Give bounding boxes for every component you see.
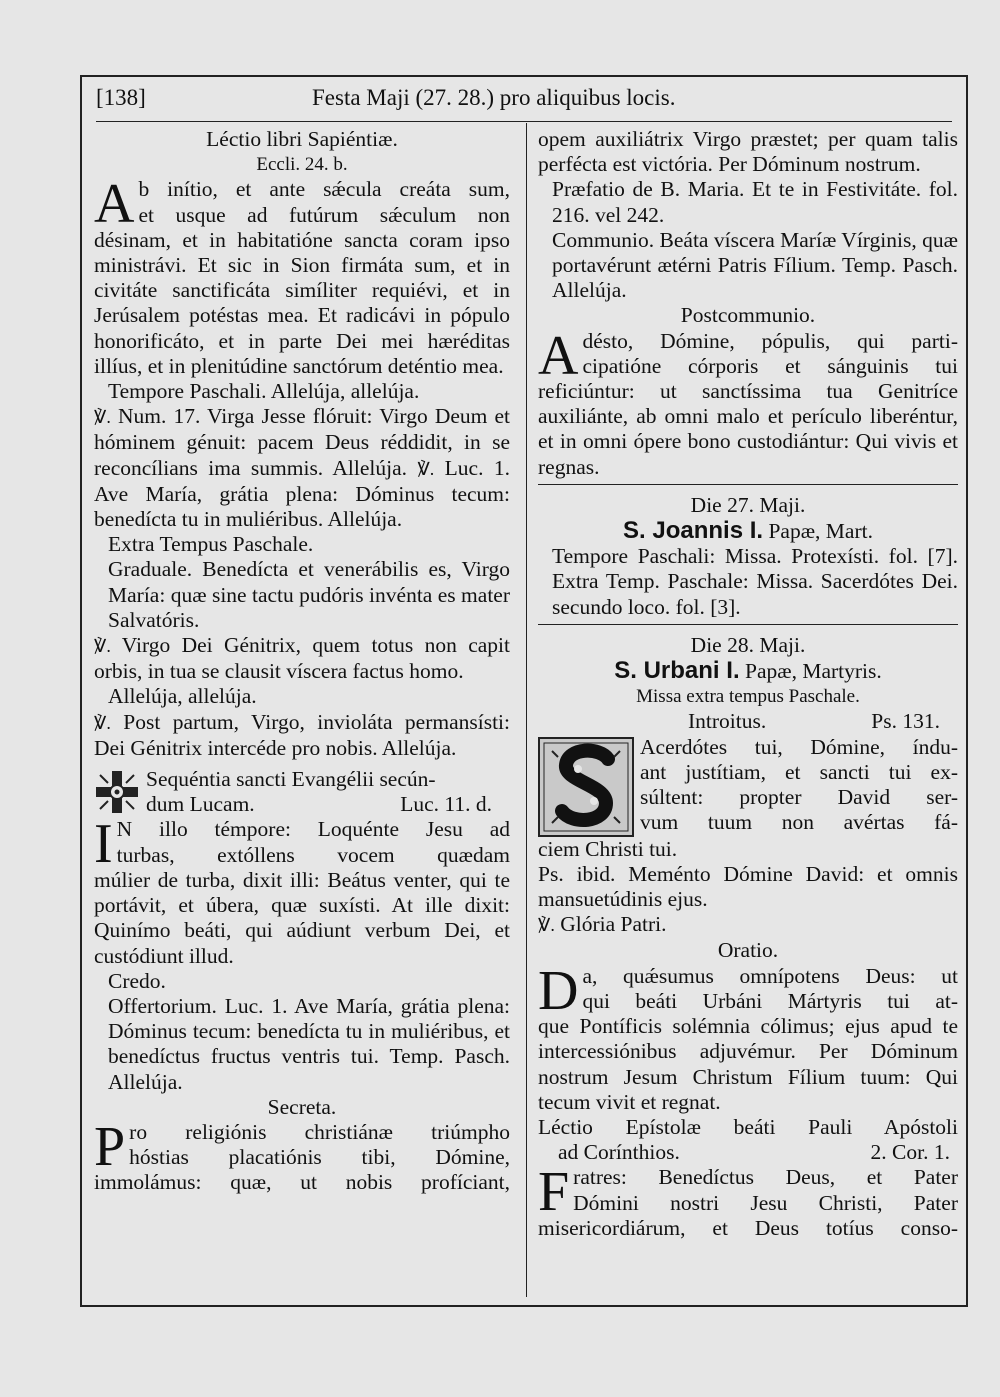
alleluia-2: Allelúja, allelúja. [108, 684, 257, 709]
praefatio: Præfatio de B. Maria. Et te in Festivitáte. fol. 216. vel 242. [552, 177, 958, 227]
gospel-body [94, 813, 510, 968]
gospel-book: dum Lucam. [146, 792, 255, 817]
lectio-body [94, 173, 510, 379]
versicle-symbol: ℣. [94, 407, 111, 428]
running-title: Festa Maji (27. 28.) pro aliquibus locis. [312, 85, 676, 110]
alleluia-verse-1-text: Num. 17. Virga Jesse flóruit: Virgo Deum et hóminem génuit: pacem Deus réddidit, in se reconcílians ima summis. Allelúja. [94, 404, 510, 480]
drop-cap-p: P [94, 1115, 126, 1178]
saint-joannis-title: Papæ, Mart. [768, 519, 873, 544]
lectio-line-1: b inítio, et ante sǽcula creáta sum, [138, 177, 510, 202]
epistle-text: misericordiárum, et Deus totíus conso- [538, 1215, 958, 1240]
secreta-body [94, 1115, 510, 1196]
tempore-paschali: Tempore Paschali. Allelúja, allelúja. [108, 379, 420, 404]
gospel-line-1: N illo témpore: Loquénte Jesu ad [116, 817, 510, 842]
gospel-heading [94, 767, 510, 817]
lectio-line-2: et usque ad futúrum sǽculum non [138, 202, 510, 227]
gospel-heading-line-2 [146, 792, 510, 817]
communio: Communio. Beáta víscera Maríæ Vírginis, quæ portavérunt ætérni Patris Fílium. Temp. Pasch. Allelúja. [552, 227, 958, 303]
introitus-body [538, 735, 958, 862]
oratio-line-1: a, quǽsumus omnípotens Deus: ut [582, 963, 958, 988]
saint-joannis-name: S. Joannis I. [623, 517, 764, 545]
left-column [94, 127, 510, 1196]
introitus-reference: Ps. 131. [871, 709, 940, 734]
saint-joannis-heading [538, 518, 958, 544]
versicle-symbol: ℣. [538, 915, 555, 936]
drop-cap-d: D [538, 959, 579, 1022]
lectio-text: désinam, et in habitatióne sancta coram ipso ministrávi. Et sic in Sion firmáta sum, et in civitáte sanctificáta simíliter requiévi, et in Jerúsalem potéstas mea. Et radicávi in pópulo honorificáto, et in parte Dei mei hæréditas illíus, et in plenitúdine sanctórum deténtio mea. [94, 227, 510, 378]
epistle-body [538, 1161, 958, 1241]
die-27-heading: Die 27. Maji. [690, 492, 806, 517]
introitus-text: ciem Christi tui. [538, 836, 678, 861]
epistle-heading-line-2 [538, 1140, 958, 1165]
postcommunio-line-1: désto, Dómine, pópulis, qui parti- [582, 328, 958, 353]
joannis-rubric: Tempore Paschali: Missa. Protexísti. fol. [7]. Extra Temp. Paschale: Missa. Sacerdótes Dei. secundo loco. fol. [3]. [552, 544, 958, 619]
secreta-continued: opem auxiliátrix Virgo præstet; per quam talis perfécta est victória. Per Dóminum nostrum. [538, 127, 958, 177]
ornamental-cross-icon [94, 769, 140, 815]
saint-urbani-heading [538, 658, 958, 684]
drop-cap-f: F [538, 1161, 570, 1224]
gospel-heading-line-1: Sequéntia sancti Evangélii secún- [146, 767, 436, 792]
versicle-symbol: ℣. [94, 712, 111, 733]
gospel-line-2: turbas, extóllens vocem quædam [116, 842, 510, 867]
right-column [538, 127, 958, 1241]
graduale: Graduale. Benedícta et venerábilis es, Virgo María: quæ sine tactu pudóris invénta es mater Salvatóris. [108, 557, 510, 632]
gospel-reference: Luc. 11. d. [400, 792, 492, 817]
lectio-title: Léctio libri Sapiéntiæ. [206, 127, 398, 151]
section-rule [538, 484, 958, 485]
oratio-text: que Pontíficis solémnia cólimus; ejus apud te intercessiónibus adjuvémur. Per Dóminum nostrum Jesum Christum Fílium tuum: Qui tecum vivit et regnat. [538, 1014, 958, 1114]
gospel-text: múlier de turba, dixit illi: Beátus venter, qui te portávit, et úbera, quæ suxísti. At ille dixit: Quinímo beáti, qui aúdiunt verbum Dei, et custódiunt illud. [94, 867, 510, 968]
lectio-reference: Eccli. 24. b. [256, 154, 348, 176]
versicle-symbol: ℣. [94, 636, 111, 657]
page-number: [138] [96, 85, 146, 110]
offertorium: Offertorium. Luc. 1. Ave María, grátia plena: Dóminus tecum: benedícta tu in muliéribus, et benedíctus fructus ventris tui. Temp. Pasch. Allelúja. [108, 993, 510, 1094]
oratio-body [538, 959, 958, 1115]
secreta-line-1: ro religiónis christiánæ triúmpho [129, 1119, 510, 1144]
oratio-line-2: qui beáti Urbáni Mártyris tui at- [582, 988, 958, 1013]
postcommunio-title: Postcommunio. [680, 303, 816, 328]
introitus-line-4: vum tuum non avértas fá- [640, 810, 958, 835]
introitus-title: Introitus. [688, 709, 767, 734]
introitus-line-3: súltent: propter David ser- [640, 785, 958, 810]
postcommunio-text: reficiúntur: ut sanctíssima tua Genitríce auxiliánte, ab omni malo et perículo liberéntur, et in omni ópere bono custodiántur: Qui vivis et regnas. [538, 379, 958, 479]
postcommunio-body [538, 324, 958, 480]
versicle-symbol: ℣. [417, 458, 435, 479]
page-frame [80, 75, 968, 1307]
header-rule [96, 121, 952, 122]
extra-tempus: Extra Tempus Paschale. [108, 532, 314, 557]
column-divider [526, 123, 527, 1297]
running-header [82, 77, 966, 121]
epistle-recipients: ad Corínthios. [558, 1140, 680, 1165]
epistle-heading-line-1: Léctio Epístolæ beáti Pauli Apóstoli [538, 1114, 958, 1139]
gloria-patri [538, 912, 958, 938]
drop-cap-i: I [94, 813, 113, 876]
drop-cap-a: A [538, 324, 579, 387]
oratio-title: Oratio. [717, 938, 779, 963]
credo: Credo. [108, 968, 166, 993]
psalm-verse: Ps. ibid. Meménto Dómine David: et omnis mansuetúdinis ejus. [538, 861, 958, 912]
epistle-line-1: ratres: Benedíctus Deus, et Pater [573, 1165, 958, 1190]
alleluia-2-verse-text: Post partum, Virgo, invioláta permansísti: Dei Génitrix intercéde pro nobis. Allelúja. [94, 709, 511, 760]
secreta-line-2: hóstias placatiónis tibi, Dómine, [129, 1145, 510, 1170]
alleluia-verse-1 [94, 404, 510, 532]
graduale-verse-text: Virgo Dei Génitrix, quem totus non capit orbis, in tua se clausit víscera factus homo. [94, 633, 510, 684]
introitus-line-1: Acerdótes tui, Dómine, índu- [640, 734, 958, 759]
graduale-verse [94, 633, 510, 684]
drop-cap-a: A [94, 173, 135, 236]
missa-extra-tempus: Missa extra tempus Paschale. [636, 686, 860, 708]
postcommunio-line-2: cipatióne córporis et sánguinis tui [582, 353, 958, 378]
epistle-reference: 2. Cor. 1. [870, 1140, 950, 1165]
secreta-text: immolámus: quæ, ut nobis profíciant, [94, 1170, 510, 1195]
secreta-title: Secreta. [267, 1094, 337, 1119]
die-28-heading: Die 28. Maji. [690, 632, 806, 657]
illuminated-s-initial-icon [538, 737, 634, 837]
saint-urbani-title: Papæ, Martyris. [744, 659, 882, 684]
section-rule [538, 624, 958, 625]
introitus-line-2: ant justítiam, et sancti tui ex- [640, 759, 958, 784]
alleluia-verse-2-text: Luc. 1. Ave María, grátia plena: Dóminus tecum: benedícta tu in muliéribus. Allelúja. [94, 455, 510, 532]
epistle-line-2: Dómini nostri Jesu Christi, Pater [573, 1190, 958, 1215]
introitus-heading [538, 709, 958, 734]
gloria-patri-text: Glória Patri. [560, 912, 667, 937]
alleluia-2-verse [94, 710, 510, 761]
saint-urbani-name: S. Urbani I. [614, 657, 740, 685]
